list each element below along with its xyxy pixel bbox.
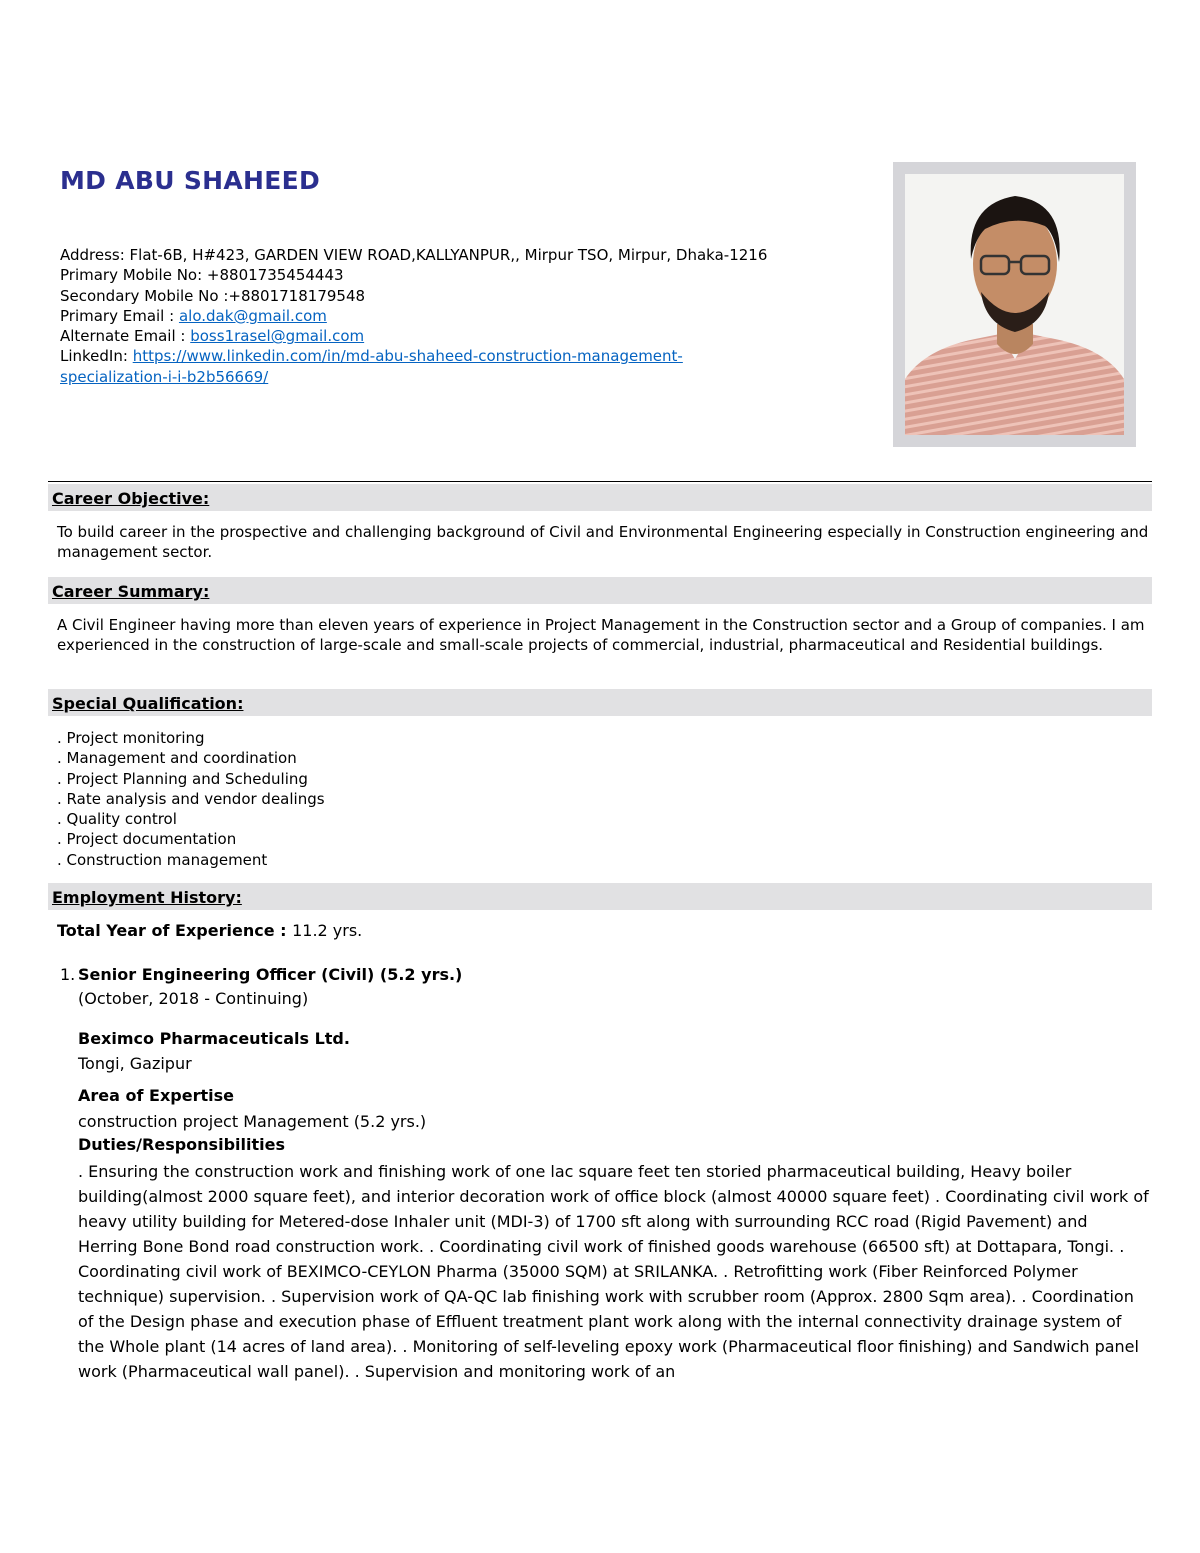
list-item: . Project monitoring bbox=[57, 729, 205, 747]
job-number: 1. bbox=[60, 965, 76, 984]
career-objective-heading: Career Objective: bbox=[48, 484, 1152, 511]
expertise-heading: Area of Expertise bbox=[78, 1086, 234, 1105]
list-item: . Quality control bbox=[57, 810, 177, 829]
total-experience-label: Total Year of Experience : bbox=[57, 921, 293, 940]
primary-email-label: Primary Email : bbox=[60, 306, 179, 325]
list-item: . Rate analysis and vendor dealings bbox=[57, 789, 325, 808]
employment-history-heading: Employment History: bbox=[48, 883, 1152, 910]
linkedin-line bbox=[60, 346, 880, 366]
duties-text: . Ensuring the construction work and finishing work of one lac square feet ten storied pharmaceutical building, Heavy boiler building(almost 2000 square feet), and interior decoration work of office block (almost 40000 square feet) . Coordinating civil work of heavy utility building for Metered-dose Inhaler unit (MDI-3) of 1700 sft along with surrounding RCC road (Rigid Pavement) and Herring Bone Bond road construction work. . Coordinating civil work of finished goods warehouse (66500 sft) at Dottapara, Tongi. . Coordinating civil work of BEXIMCO-CEYLON Pharma (35000 SQM) at SRILANKA. . Retrofitting work (Fiber Reinforced Polymer technique) supervision. . Supervision work of QA-QC lab finishing work with scrubber room (Approx. 2800 Sqm area). . Coordination of the Design phase and execution phase of Effluent treatment plant work along with the internal connectivity drainage system of the Whole plant (14 acres of land area). . Monitoring of self-leveling epoxy work (Pharmaceutical floor finishing) and Sandwich panel work (Pharmaceutical wall panel). . Supervision and monitoring work of an bbox=[78, 1162, 1149, 1381]
duties-heading: Duties/Responsibilities bbox=[78, 1135, 285, 1154]
linkedin-link-continued[interactable]: specialization-i-i-b2b56669/ bbox=[60, 367, 269, 386]
contact-block bbox=[60, 245, 880, 387]
career-summary-text: A Civil Engineer having more than eleven years of experience in Project Management in the Construction sector and a Group of companies. I am experienced in the construction of large-scale and small-scale projects of commercial, industrial, pharmaceutical and Residential buildings. bbox=[57, 616, 1145, 655]
list-item: . Construction management bbox=[57, 850, 268, 869]
career-objective-text: To build career in the prospective and challenging background of Civil and Environmental Engineering especially in Construction engineering and management sector. bbox=[57, 523, 1149, 562]
primary-email-line bbox=[60, 306, 880, 326]
list-item: . Management and coordination bbox=[57, 749, 297, 768]
candidate-name: MD ABU SHAHEED bbox=[60, 166, 321, 195]
job-period: (October, 2018 - Continuing) bbox=[78, 989, 309, 1008]
secondary-mobile-line: Secondary Mobile No :+8801718179548 bbox=[60, 286, 366, 305]
total-experience-line bbox=[57, 921, 1152, 941]
expertise-text: construction project Management (5.2 yrs.) bbox=[78, 1112, 427, 1131]
qualification-list bbox=[57, 728, 1152, 870]
profile-photo bbox=[905, 174, 1124, 435]
primary-mobile-line: Primary Mobile No: +8801735454443 bbox=[60, 266, 344, 285]
alternate-email-line bbox=[60, 326, 880, 346]
total-experience-value: 11.2 yrs. bbox=[292, 921, 363, 940]
special-qualification-heading: Special Qualification: bbox=[48, 689, 1152, 716]
primary-email-link[interactable]: alo.dak@gmail.com bbox=[178, 306, 327, 325]
person-portrait-icon bbox=[905, 174, 1124, 435]
linkedin-label: LinkedIn: bbox=[60, 347, 133, 366]
list-item: . Project documentation bbox=[57, 830, 237, 849]
profile-photo-frame bbox=[893, 162, 1136, 447]
alternate-email-label: Alternate Email : bbox=[60, 327, 191, 346]
job-position: Senior Engineering Officer (Civil) (5.2 yrs.) bbox=[78, 965, 463, 984]
address-line: Address: Flat-6B, H#423, GARDEN VIEW ROAD,KALLYANPUR,, Mirpur TSO, Mirpur, Dhaka-1216 bbox=[60, 246, 768, 264]
linkedin-link[interactable]: https://www.linkedin.com/in/md-abu-shaheed-construction-management- bbox=[132, 347, 683, 366]
linkedin-line-2 bbox=[60, 367, 880, 387]
list-item: . Project Planning and Scheduling bbox=[57, 769, 308, 788]
company-name: Beximco Pharmaceuticals Ltd. bbox=[78, 1029, 350, 1048]
header-divider bbox=[48, 481, 1152, 482]
career-summary-heading: Career Summary: bbox=[48, 577, 1152, 604]
company-location: Tongi, Gazipur bbox=[78, 1054, 192, 1073]
alternate-email-link[interactable]: boss1rasel@gmail.com bbox=[190, 327, 365, 346]
